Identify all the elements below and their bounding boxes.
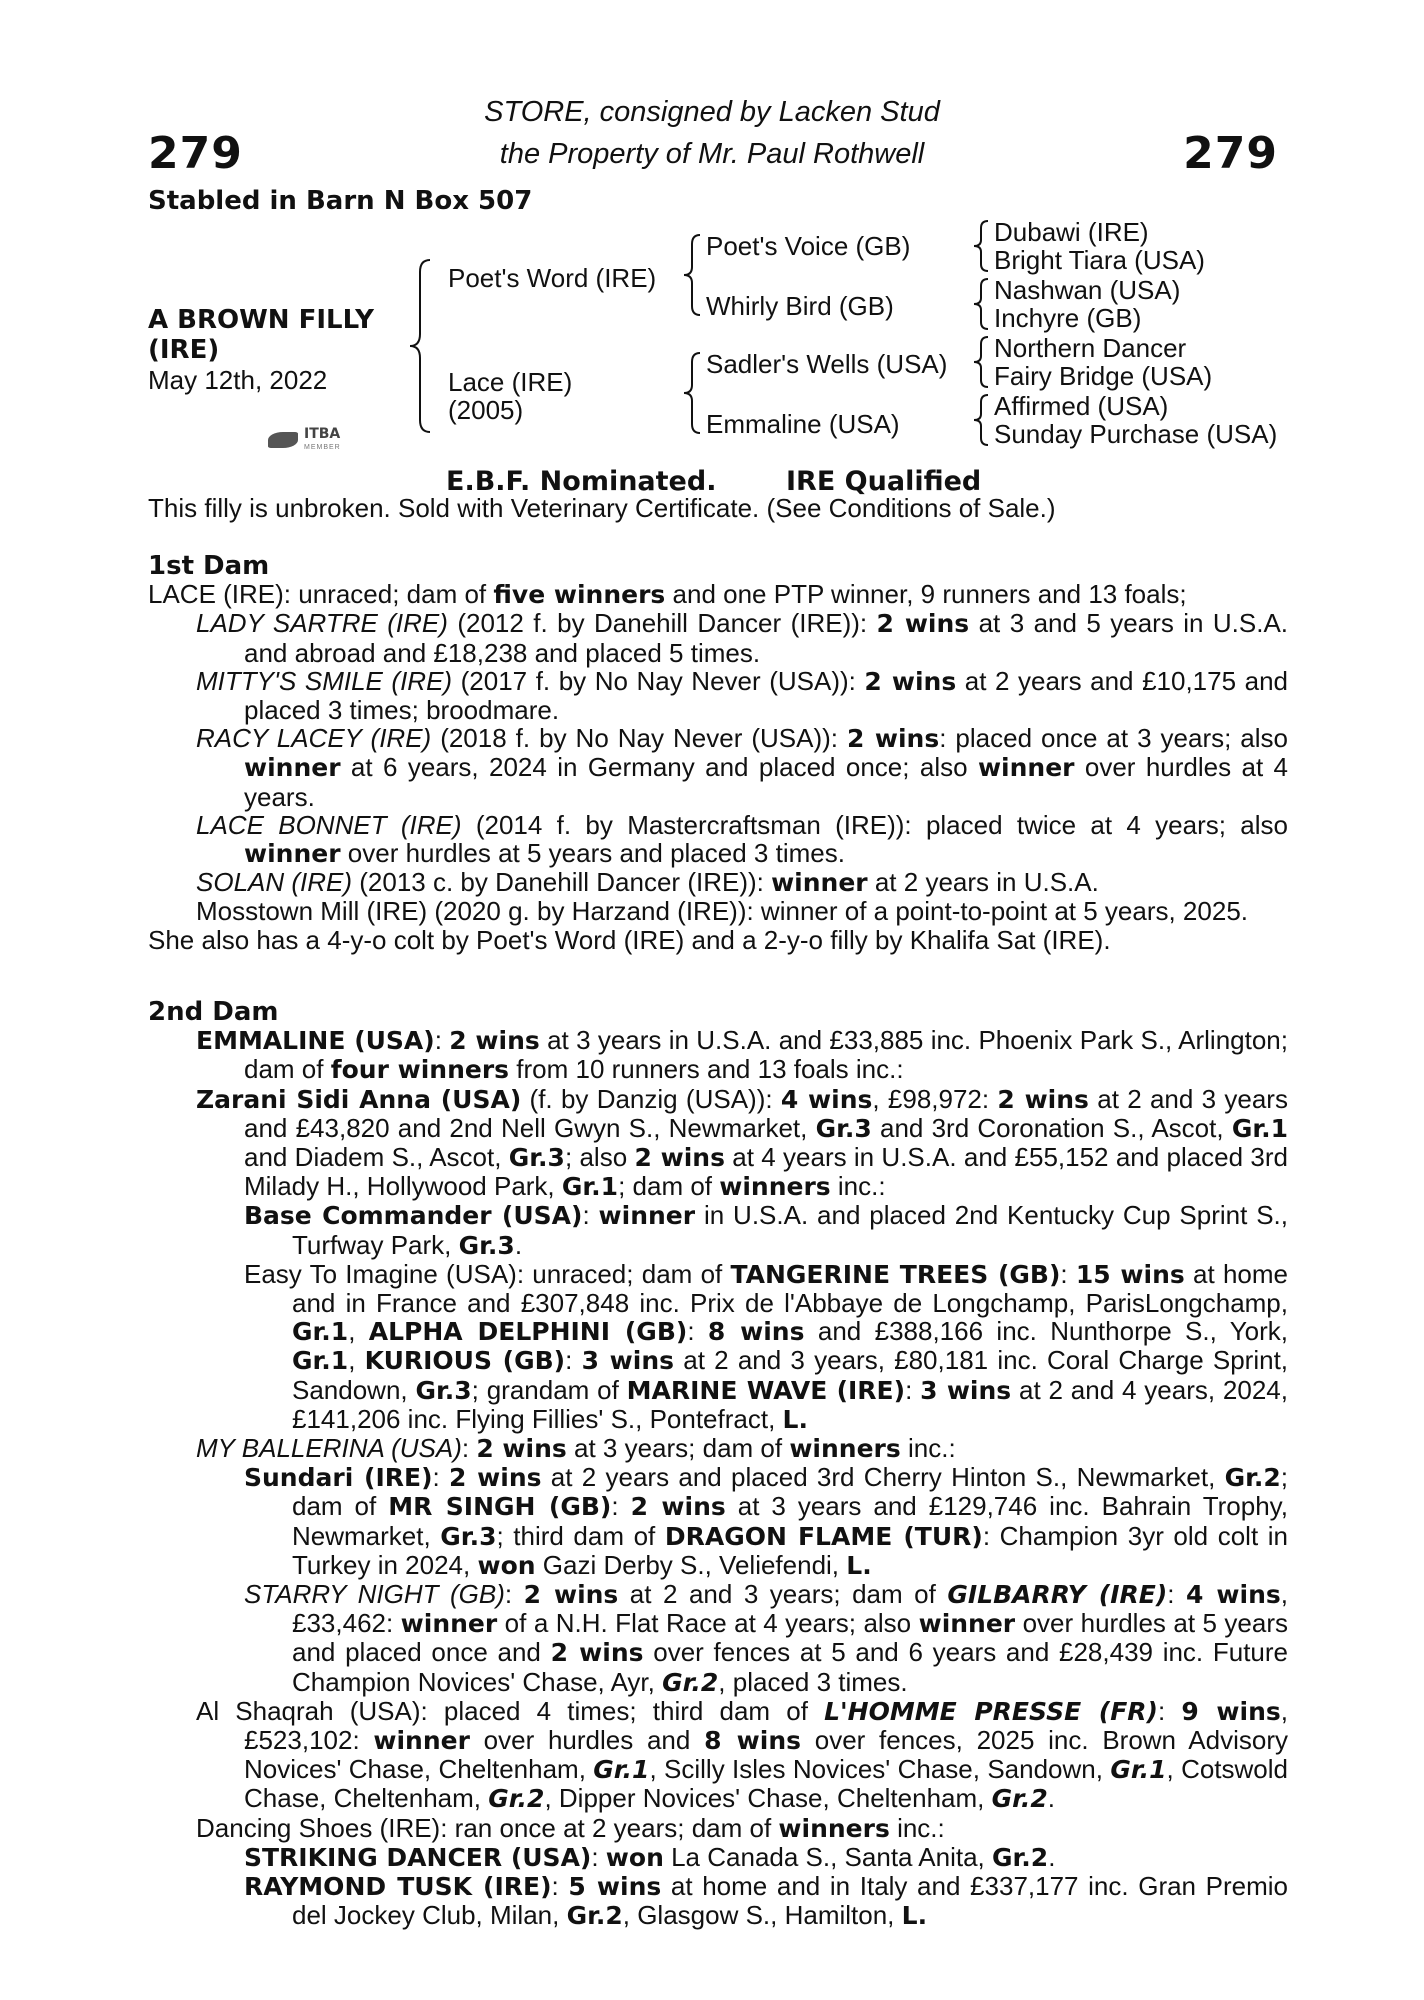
first-dam-entry-text: 2 wins bbox=[876, 609, 970, 639]
first-dam-entry bbox=[148, 667, 1288, 724]
second-dam-entry bbox=[148, 1026, 1288, 1084]
second-dam-entry-text: La Canada S., Santa Anita, bbox=[663, 1841, 992, 1872]
second-dam-entry-text: 15 wins bbox=[1075, 1259, 1185, 1289]
second-dam-entry-text: : bbox=[1158, 1695, 1182, 1726]
first-dam-entry-text: over hurdles at 5 years and placed 3 times. bbox=[340, 838, 845, 869]
second-dam-entry-text: ; third dam of bbox=[496, 1520, 665, 1551]
second-dam-entry-text: , bbox=[348, 1316, 369, 1347]
second-dam-entry bbox=[148, 1463, 1288, 1580]
first-dam-entry-text: over hurdles at 4 years. bbox=[244, 752, 1289, 812]
second-dam-entry-text: winner bbox=[918, 1609, 1016, 1639]
itba-logo bbox=[268, 424, 408, 456]
second-dam-entry-text: : bbox=[905, 1374, 921, 1405]
first-dam-heading: 1st Dam bbox=[148, 551, 270, 581]
second-dam-entry-text: : bbox=[551, 1871, 569, 1902]
second-dam-entry-text: 2 wins bbox=[997, 1084, 1089, 1114]
first-dam-entry-text: winner bbox=[244, 839, 341, 869]
second-dam-entry-text: RAYMOND TUSK (IRE) bbox=[244, 1872, 552, 1902]
second-dam-entry-text: 4 wins bbox=[1186, 1580, 1281, 1610]
first-dam-entry bbox=[148, 926, 1288, 954]
first-dam-entry bbox=[148, 609, 1288, 666]
second-dam-entry-text: Gr.2 bbox=[1224, 1463, 1281, 1493]
second-dam-entry-text: Gr.2 bbox=[662, 1667, 719, 1697]
second-dam-entry-text: (f. by Danzig (USA)): bbox=[521, 1083, 781, 1114]
second-dam-entry bbox=[148, 1085, 1288, 1202]
sire-dam: Whirly Bird (GB) bbox=[706, 291, 894, 321]
second-dam-entry-text: at 3 years and £129,746 inc. Bahrain Trophy, Newmarket, bbox=[292, 1491, 1288, 1551]
second-dam-entry-text: : bbox=[434, 1025, 450, 1056]
second-dam-entry-text: won bbox=[477, 1550, 536, 1580]
second-dam-entry-text: ; grandam of bbox=[471, 1374, 627, 1405]
second-dam-entry-text: . bbox=[1047, 1783, 1056, 1814]
second-dam-entry-text: , Glasgow S., Hamilton, bbox=[622, 1900, 902, 1931]
pedigree-brace-g2 bbox=[970, 276, 992, 332]
second-dam-entry-text: , £33,462: bbox=[292, 1579, 1288, 1639]
second-dam-entry-text: MY BALLERINA (USA) bbox=[196, 1433, 462, 1464]
pedigree-brace-g1 bbox=[970, 218, 992, 274]
first-dam-entry-text: (2014 f. by Mastercraftsman (IRE)): placed twice at 4 years; also bbox=[461, 809, 1288, 840]
itba-logo-text: ITBA bbox=[304, 426, 341, 442]
second-dam-entry-text: . bbox=[514, 1229, 523, 1260]
second-dam-entry-text: : bbox=[461, 1433, 477, 1464]
second-dam-entry-text: 9 wins bbox=[1181, 1696, 1281, 1726]
horse-name-line2: (IRE) bbox=[148, 335, 220, 365]
first-dam-entry-text: (2013 c. by Danehill Dancer (IRE)): bbox=[352, 867, 772, 898]
second-dam-entry bbox=[148, 1201, 1288, 1259]
first-dam-entry-text: LACE (IRE): unraced; dam of bbox=[148, 579, 494, 610]
second-dam-entry-text: : bbox=[1060, 1258, 1076, 1289]
second-dam-entry-text: Gr.2 bbox=[488, 1784, 545, 1814]
granddam-1: Bright Tiara (USA) bbox=[994, 245, 1205, 275]
sale-note bbox=[148, 494, 1288, 522]
second-dam-entry-text: Base Commander (USA) bbox=[244, 1201, 583, 1231]
dam-line1: Lace (IRE) bbox=[448, 367, 573, 397]
second-dam-entry-text: KURIOUS (GB) bbox=[364, 1346, 566, 1376]
first-dam-entry-text: 2 wins bbox=[847, 724, 940, 754]
second-dam-entry-text: EMMALINE (USA) bbox=[196, 1026, 435, 1056]
lot-number-right: 279 bbox=[1183, 128, 1278, 179]
second-dam-entry-text: : Champion 3yr old colt in Turkey in 2024, bbox=[292, 1520, 1288, 1580]
second-dam-entry-text: Dancing Shoes (IRE): ran once at 2 years; dam of bbox=[196, 1812, 779, 1843]
second-dam-entry-text: 2 wins bbox=[634, 1143, 725, 1173]
second-dam-entry-text: 3 wins bbox=[920, 1375, 1012, 1405]
second-dam-heading: 2nd Dam bbox=[148, 997, 279, 1027]
second-dam-entry-text: L'HOMME PRESSE (FR) bbox=[824, 1696, 1158, 1726]
second-dam-entry bbox=[148, 1580, 1288, 1697]
second-dam-entry-text: ; also bbox=[564, 1142, 635, 1173]
second-dam-entry-text: of a N.H. Flat Race at 4 years; also bbox=[497, 1608, 919, 1639]
second-dam-entry-text: . bbox=[1048, 1841, 1056, 1872]
second-dam-entry-text: : bbox=[565, 1345, 582, 1376]
second-dam-entry-text: at 2 and 3 years and £43,820 and 2nd Nell Gwyn S., Newmarket, bbox=[244, 1083, 1288, 1143]
second-dam-entry-text: 2 wins bbox=[630, 1492, 726, 1522]
second-dam-entry bbox=[148, 1260, 1288, 1434]
second-dam-entry-text: Gr.2 bbox=[991, 1784, 1048, 1814]
pedigree-brace-g3 bbox=[970, 334, 992, 390]
second-dam-entry-text: inc.: bbox=[830, 1171, 886, 1202]
first-dam-entry-text: and one PTP winner, 9 runners and 13 foals; bbox=[665, 579, 1187, 610]
second-dam-entry-text: : bbox=[687, 1316, 708, 1347]
second-dam-entry-text: L. bbox=[901, 1901, 928, 1931]
sire: Poet's Word (IRE) bbox=[448, 263, 657, 293]
first-dam-entry-text: at 2 years in U.S.A. bbox=[867, 867, 1099, 898]
grandsire-2: Nashwan (USA) bbox=[994, 275, 1181, 305]
first-dam-entry-text: Mosstown Mill (IRE) (2020 g. by Harzand (IRE)): winner of a point-to-point at 5 years, 2025. bbox=[196, 896, 1248, 927]
second-dam-entry-text: , £98,972: bbox=[872, 1083, 998, 1114]
itba-logo-subtext: MEMBER bbox=[304, 444, 341, 451]
second-dam-entry-text: in U.S.A. and placed 2nd Kentucky Cup Sprint S., Turfway Park, bbox=[292, 1200, 1288, 1260]
grandsire-1: Dubawi (IRE) bbox=[994, 217, 1149, 247]
second-dam-entry-text: at 2 and 3 years, £80,181 inc. Coral Charge Sprint, Sandown, bbox=[292, 1345, 1289, 1405]
second-dam-entry-text: inc.: bbox=[889, 1812, 945, 1843]
second-dam-entry-text: 8 wins bbox=[704, 1726, 802, 1756]
foaling-date: May 12th, 2022 bbox=[148, 365, 328, 395]
pedigree-brace-sire bbox=[680, 232, 704, 318]
second-dam-entry-text: : bbox=[432, 1462, 450, 1493]
second-dam-entry-text: : bbox=[504, 1579, 524, 1610]
grandsire-4: Affirmed (USA) bbox=[994, 391, 1169, 421]
second-dam-entry bbox=[148, 1814, 1288, 1843]
first-dam-entry-text: (2017 f. by No Nay Never (USA)): bbox=[452, 665, 865, 696]
first-dam-entry-text: winner bbox=[977, 753, 1075, 783]
first-dam-entry-text: RACY LACEY (IRE) bbox=[196, 723, 432, 754]
second-dam-entry-text: inc.: bbox=[900, 1433, 956, 1464]
second-dam-entry-text: , Cotswold Chase, Cheltenham, bbox=[244, 1754, 1288, 1814]
second-dam-entry-text: over fences, 2025 inc. Brown Advisory Novices' Chase, Cheltenham, bbox=[244, 1725, 1288, 1785]
granddam-4: Sunday Purchase (USA) bbox=[994, 419, 1278, 449]
second-dam-entry-text: ALPHA DELPHINI (GB) bbox=[368, 1317, 688, 1347]
first-dam-entry-text: SOLAN (IRE) bbox=[196, 867, 353, 898]
second-dam-entry-text: TANGERINE TREES (GB) bbox=[730, 1259, 1061, 1289]
grandsire-3: Northern Dancer bbox=[994, 333, 1187, 363]
sire-sire: Poet's Voice (GB) bbox=[706, 231, 911, 261]
second-dam-entry-text: Gr.3 bbox=[440, 1521, 497, 1551]
ire-qualified: IRE Qualified bbox=[786, 466, 982, 497]
second-dam-entry-text: , bbox=[348, 1345, 365, 1376]
second-dam-entry-text: 4 wins bbox=[780, 1084, 873, 1114]
second-dam-entry-text: over fences at 5 and 6 years and £28,439 inc. Future Champion Novices' Chase, Ayr, bbox=[292, 1637, 1289, 1697]
second-dam-entry-text: at 2 and 3 years; dam of bbox=[618, 1579, 948, 1610]
second-dam-entry-text: at 3 years; dam of bbox=[566, 1433, 790, 1464]
second-dam-entry-text: GILBARRY (IRE) bbox=[947, 1580, 1168, 1610]
stabled-location: Stabled in Barn N Box 507 bbox=[148, 186, 533, 216]
second-dam-entry-text: Gr.1 bbox=[561, 1172, 619, 1202]
second-dam-entry-text: winners bbox=[719, 1172, 831, 1202]
first-dam-entry-text: : placed once at 3 years; also bbox=[939, 723, 1289, 754]
second-dam-entry-text: over hurdles at 5 years and placed once and bbox=[292, 1608, 1288, 1668]
first-dam-entry-text: at 3 and 5 years in U.S.A. and abroad and £18,238 and placed 5 times. bbox=[244, 608, 1289, 668]
second-dam-entry-text: at 2 years and placed 3rd Cherry Hinton S., Newmarket, bbox=[541, 1462, 1225, 1493]
second-dam-entry-text: winners bbox=[778, 1813, 890, 1843]
second-dam-entry-text: Gr.3 bbox=[815, 1113, 872, 1143]
first-dam-entry-text: at 2 years and £10,175 and placed 3 times; broodmare. bbox=[244, 665, 1288, 726]
second-dam-entry-text: L. bbox=[846, 1550, 872, 1580]
second-dam-entry-text: Gr.3 bbox=[508, 1143, 565, 1173]
second-dam-entry-text: : bbox=[1167, 1579, 1187, 1610]
second-dam-entry-text: at home and in Italy and £337,177 inc. Gran Premio del Jockey Club, Milan, bbox=[292, 1871, 1289, 1931]
first-dam-entry bbox=[148, 811, 1288, 868]
first-dam-entry-text: (2018 f. by No Nay Never (USA)): bbox=[431, 723, 847, 754]
second-dam-entry-text: , £523,102: bbox=[244, 1695, 1288, 1756]
second-dam-entry bbox=[148, 1843, 1288, 1872]
sale-note-text: This filly is unbroken. Sold with Veterinary Certificate. (See Conditions of Sale.) bbox=[148, 493, 1056, 523]
second-dam-entry-text: 2 wins bbox=[523, 1580, 619, 1610]
second-dam-entry-text: STRIKING DANCER (USA) bbox=[244, 1842, 592, 1872]
consignment-line-1: STORE, consigned by Lacken Stud bbox=[484, 96, 940, 128]
second-dam-entry-text: STARRY NIGHT (GB) bbox=[244, 1579, 505, 1610]
second-dam-entry-text: 3 wins bbox=[581, 1346, 675, 1376]
second-dam-entry-text: and £388,166 inc. Nunthorpe S., York, bbox=[804, 1316, 1288, 1347]
second-dam-entry-text: Al Shaqrah (USA): placed 4 times; third dam of bbox=[196, 1695, 825, 1726]
first-dam-entry-text: winner bbox=[771, 868, 868, 898]
second-dam-entry-text: 8 wins bbox=[707, 1317, 805, 1347]
first-dam-entry-text: 2 wins bbox=[864, 666, 957, 696]
second-dam-entry-text: 2 wins bbox=[449, 1463, 542, 1493]
first-dam-entry bbox=[148, 580, 1288, 609]
second-dam-entry-text: 5 wins bbox=[568, 1872, 662, 1902]
second-dam-entry bbox=[148, 1872, 1288, 1930]
first-dam-entry-text: She also has a 4-y-o colt by Poet's Word (IRE) and a 2-y-o filly by Khalifa Sat (IRE). bbox=[148, 924, 1111, 955]
second-dam-entry-text: and Diadem S., Ascot, bbox=[244, 1142, 509, 1173]
second-dam-entry-text: L. bbox=[782, 1404, 808, 1434]
second-dam-entry-text: , Scilly Isles Novices' Chase, Sandown, bbox=[649, 1754, 1111, 1785]
dam-sire: Sadler's Wells (USA) bbox=[706, 349, 948, 379]
second-dam-entry-text: winner bbox=[598, 1201, 696, 1231]
pedigree-brace-g4 bbox=[970, 392, 992, 448]
granddam-3: Fairy Bridge (USA) bbox=[994, 361, 1213, 391]
second-dam-entry-text: and 3rd Coronation S., Ascot, bbox=[871, 1112, 1232, 1143]
second-dam-entry-text: MARINE WAVE (IRE) bbox=[626, 1375, 906, 1405]
second-dam-entry-text: DRAGON FLAME (TUR) bbox=[664, 1521, 983, 1551]
second-dam-entry-text: Gazi Derby S., Veliefendi, bbox=[535, 1549, 847, 1580]
second-dam-entry-text: 2 wins bbox=[550, 1638, 644, 1668]
dam-line2: (2005) bbox=[448, 395, 524, 425]
horse-name-line1: A BROWN FILLY bbox=[148, 305, 374, 335]
first-dam-entry-text: MITTY'S SMILE (IRE) bbox=[196, 665, 453, 696]
second-dam-entry-text: 2 wins bbox=[449, 1026, 540, 1056]
second-dam-entry-text: : bbox=[611, 1491, 631, 1522]
second-dam-entry-text: , placed 3 times. bbox=[718, 1666, 908, 1697]
second-dam-entry-text: won bbox=[605, 1842, 664, 1872]
second-dam-entry-text: Gr.1 bbox=[292, 1346, 349, 1376]
granddam-2: Inchyre (GB) bbox=[994, 303, 1142, 333]
first-dam-section bbox=[148, 552, 1288, 954]
second-dam-entry-text: at 4 years in U.S.A. and £55,152 and placed 3rd Milady H., Hollywood Park, bbox=[244, 1142, 1288, 1202]
first-dam-entry bbox=[148, 868, 1288, 897]
pedigree-brace-dam bbox=[680, 350, 704, 436]
second-dam-entry bbox=[148, 1434, 1288, 1463]
second-dam-entry-text: Gr.3 bbox=[415, 1375, 472, 1405]
second-dam-entry-text: ; dam of bbox=[618, 1171, 720, 1202]
second-dam-section bbox=[148, 998, 1288, 1931]
second-dam-entry-text: Gr.2 bbox=[566, 1901, 623, 1931]
second-dam-entry-text: Zarani Sidi Anna (USA) bbox=[196, 1084, 522, 1114]
second-dam-entry-text: at 3 years in U.S.A. and £33,885 inc. Phoenix Park S., Arlington; dam of bbox=[244, 1025, 1288, 1085]
second-dam-entry-text: Gr.2 bbox=[992, 1842, 1049, 1872]
second-dam-entry-text: winners bbox=[789, 1434, 901, 1464]
consignment-line-2: the Property of Mr. Paul Rothwell bbox=[499, 138, 925, 170]
first-dam-entry-text: five winners bbox=[493, 580, 666, 610]
first-dam-entry-text: LADY SARTRE (IRE) bbox=[196, 608, 448, 639]
itba-swoosh-icon bbox=[268, 432, 298, 448]
first-dam-entry-text: at 6 years, 2024 in Germany and placed once; also bbox=[340, 752, 978, 783]
second-dam-entry-text: Gr.1 bbox=[1110, 1755, 1167, 1785]
dam-dam: Emmaline (USA) bbox=[706, 409, 900, 439]
second-dam-entry-text: Sundari (IRE) bbox=[244, 1463, 433, 1493]
second-dam-entry bbox=[148, 1697, 1288, 1814]
first-dam-entry-text: LACE BONNET (IRE) bbox=[196, 809, 462, 840]
ebf-nominated: E.B.F. Nominated. bbox=[446, 466, 717, 497]
second-dam-entry-text: Easy To Imagine (USA): unraced; dam of bbox=[244, 1258, 731, 1289]
second-dam-entry-text: : bbox=[582, 1200, 599, 1231]
second-dam-entry-text: Gr.1 bbox=[292, 1317, 349, 1347]
second-dam-entry-text: 2 wins bbox=[476, 1434, 567, 1464]
lot-number-left: 279 bbox=[148, 128, 243, 179]
second-dam-entry-text: Gr.3 bbox=[458, 1230, 515, 1260]
second-dam-entry-text: : bbox=[591, 1841, 606, 1872]
first-dam-entry bbox=[148, 897, 1288, 925]
pedigree-brace-main bbox=[406, 256, 436, 436]
second-dam-entry-text: winner bbox=[400, 1609, 498, 1639]
second-dam-entry-text: MR SINGH (GB) bbox=[388, 1492, 612, 1522]
second-dam-lines bbox=[148, 1026, 1288, 1930]
first-dam-entry-text: winner bbox=[244, 753, 341, 783]
first-dam-entry bbox=[148, 724, 1288, 811]
second-dam-entry-text: ; dam of bbox=[292, 1462, 1288, 1522]
second-dam-entry-text: four winners bbox=[330, 1055, 510, 1085]
first-dam-lines bbox=[148, 580, 1288, 954]
second-dam-entry-text: winner bbox=[373, 1726, 470, 1756]
second-dam-entry-text: at home and in France and £307,848 inc. Prix de l'Abbaye de Longchamp, ParisLongchamp, bbox=[292, 1258, 1288, 1319]
second-dam-entry-text: over hurdles and bbox=[469, 1725, 705, 1756]
second-dam-entry-text: from 10 runners and 13 foals inc.: bbox=[509, 1054, 904, 1085]
first-dam-entry-text: (2012 f. by Danehill Dancer (IRE)): bbox=[447, 608, 877, 639]
second-dam-entry-text: at 2 and 4 years, 2024, £141,206 inc. Flying Fillies' S., Pontefract, bbox=[292, 1374, 1288, 1434]
second-dam-entry-text: , Dipper Novices' Chase, Cheltenham, bbox=[544, 1783, 992, 1814]
second-dam-entry-text: Gr.1 bbox=[593, 1755, 650, 1785]
second-dam-entry-text: Gr.1 bbox=[1231, 1113, 1288, 1143]
